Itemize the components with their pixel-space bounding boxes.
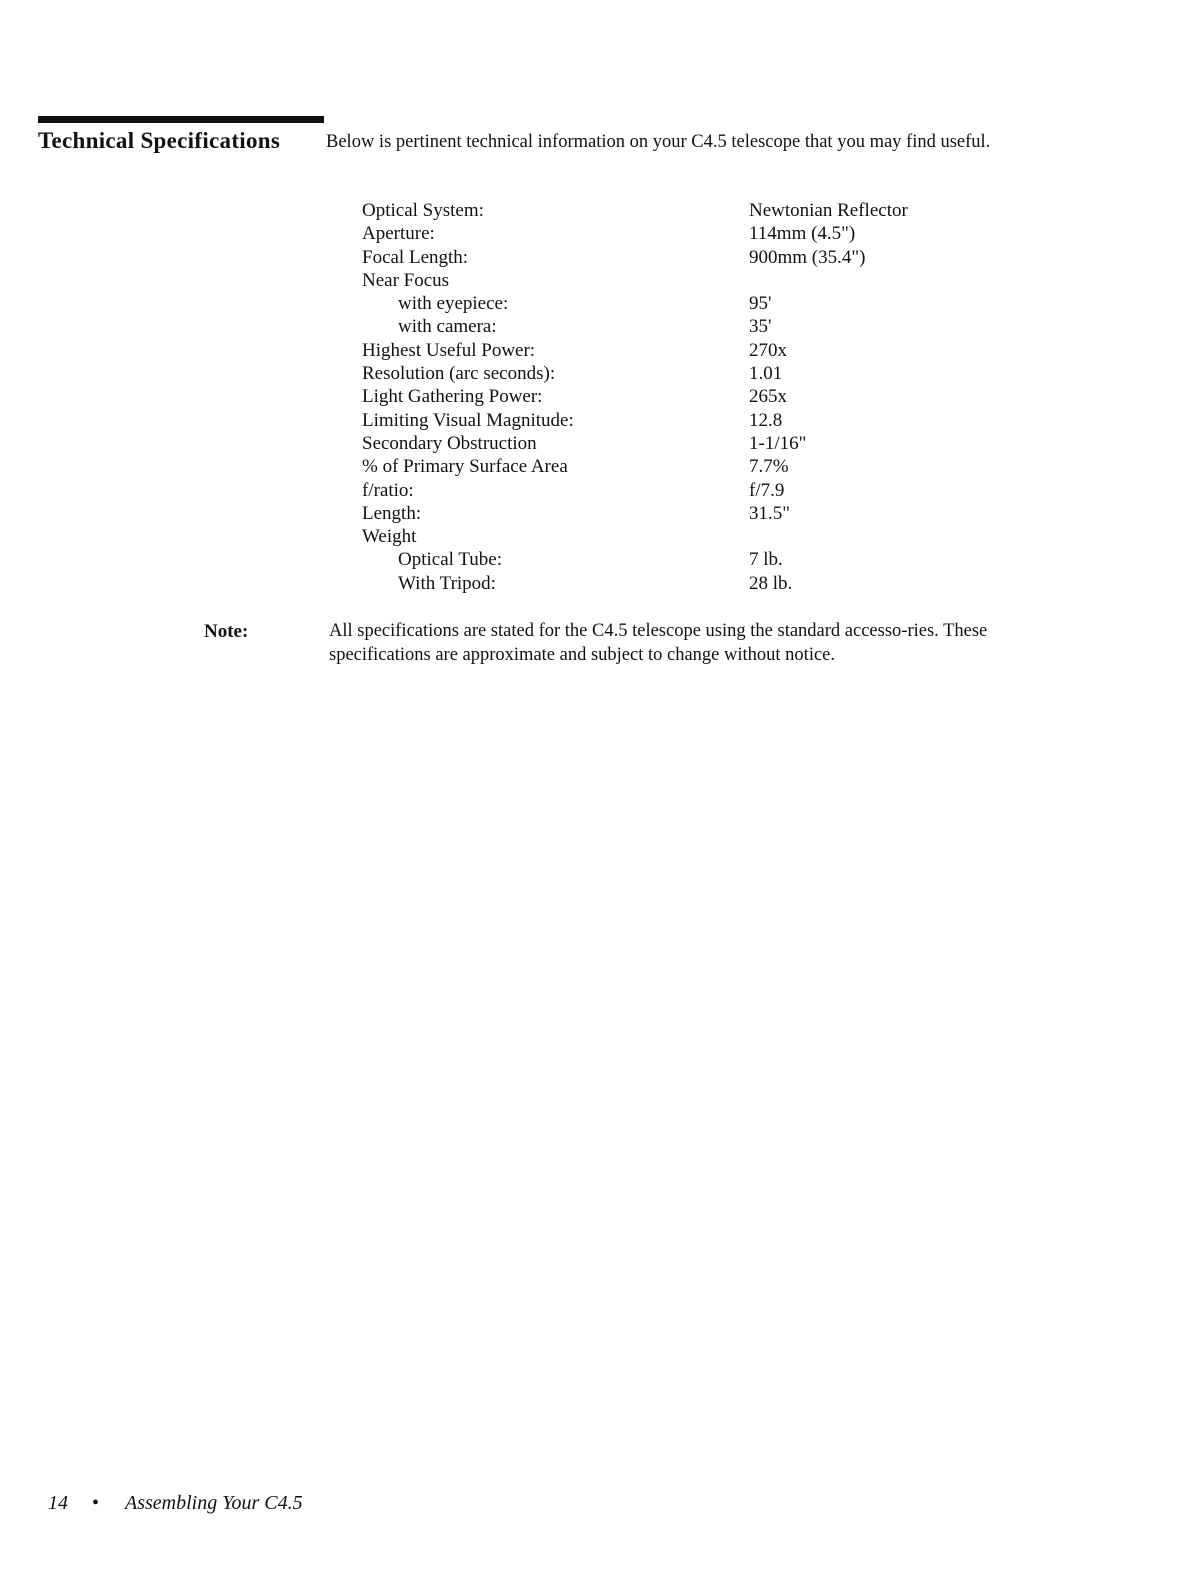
spec-row xyxy=(362,525,1002,548)
spec-value: 114mm (4.5") xyxy=(749,223,856,245)
page-footer xyxy=(48,1492,303,1515)
spec-row xyxy=(362,246,1002,269)
spec-row xyxy=(362,548,1002,571)
section-title: Technical Specifications xyxy=(38,128,281,153)
spec-label: Light Gathering Power: xyxy=(362,386,543,408)
spec-value: 1.01 xyxy=(749,363,783,385)
spec-label: Resolution (arc seconds): xyxy=(362,363,556,385)
spec-label: Limiting Visual Magnitude: xyxy=(362,409,574,431)
spec-row xyxy=(362,362,1002,385)
spec-value: f/7.9 xyxy=(749,479,785,501)
spec-label: Length: xyxy=(362,502,422,524)
section-rule xyxy=(38,116,324,123)
spec-label: % of Primary Surface Area xyxy=(362,456,568,478)
spec-value: 265x xyxy=(749,386,787,408)
spec-value: 7 lb. xyxy=(749,549,783,571)
spec-label: Aperture: xyxy=(362,223,435,245)
spec-value: 31.5" xyxy=(749,502,791,524)
intro-paragraph: Below is pertinent technical information on your C4.5 telescope that you may find useful. xyxy=(326,132,991,152)
note-text: All specifications are stated for the C4.5 telescope using the standard accesso-ries. These specifications are approximate and subject to change without notice. xyxy=(329,621,988,665)
page-number: 14 xyxy=(48,1492,68,1514)
specs-table xyxy=(362,199,1002,595)
spec-label: Highest Useful Power: xyxy=(362,339,536,361)
spec-row xyxy=(362,315,1002,338)
spec-row xyxy=(362,455,1002,478)
spec-value: Newtonian Reflector xyxy=(749,200,908,221)
spec-row xyxy=(362,385,1002,408)
spec-label: f/ratio: xyxy=(362,479,414,501)
spec-value: 270x xyxy=(749,339,787,361)
spec-row xyxy=(362,199,1002,222)
spec-value: 12.8 xyxy=(749,409,783,431)
spec-label: Optical System: xyxy=(362,200,484,221)
spec-value: 900mm (35.4") xyxy=(749,246,866,268)
spec-value: 95' xyxy=(749,293,772,315)
spec-label: Optical Tube: xyxy=(398,549,502,571)
spec-value: 1-1/16" xyxy=(749,432,807,454)
spec-value: 28 lb. xyxy=(749,572,793,594)
spec-label: Near Focus xyxy=(362,269,450,291)
spec-value: 35' xyxy=(749,316,772,338)
spec-value: 7.7% xyxy=(749,456,789,478)
spec-label: Weight xyxy=(362,526,417,548)
spec-row xyxy=(362,269,1002,292)
bullet-icon: • xyxy=(92,1492,100,1514)
spec-row xyxy=(362,572,1002,595)
chapter-title: Assembling Your C4.5 xyxy=(125,1492,303,1514)
spec-row xyxy=(362,292,1002,315)
spec-label: with camera: xyxy=(398,316,497,338)
spec-label: Secondary Obstruction xyxy=(362,432,537,454)
spec-row xyxy=(362,432,1002,455)
spec-row xyxy=(362,479,1002,502)
spec-row xyxy=(362,222,1002,245)
spec-row xyxy=(362,502,1002,525)
spec-label: with eyepiece: xyxy=(398,293,509,315)
note-label: Note: xyxy=(204,621,249,642)
spec-row xyxy=(362,339,1002,362)
spec-label: Focal Length: xyxy=(362,246,469,268)
spec-label: With Tripod: xyxy=(398,572,496,594)
spec-row xyxy=(362,409,1002,432)
